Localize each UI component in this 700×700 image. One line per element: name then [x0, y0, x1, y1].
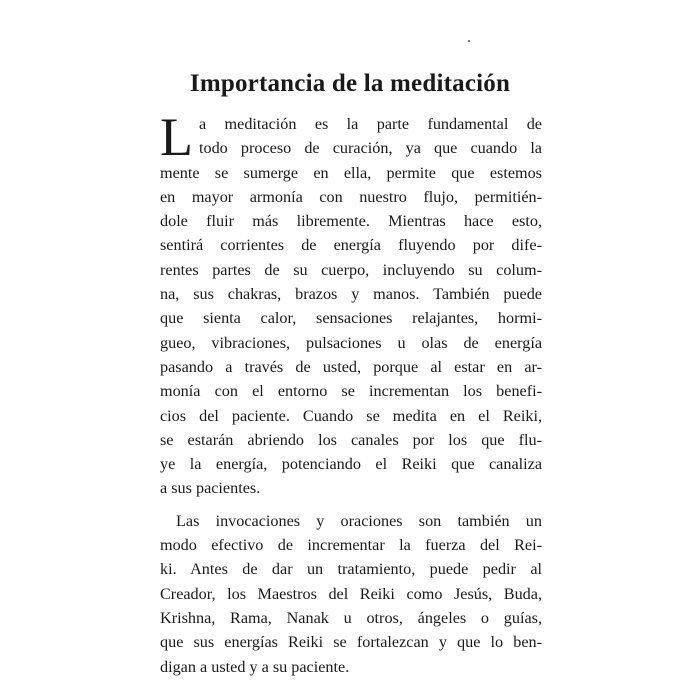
- text-line: se estarán abriendo los canales por los que flu-: [160, 430, 542, 449]
- page-title: Importancia de la meditación: [189, 70, 511, 97]
- text-line: Las invocaciones y oraciones son también un: [176, 511, 542, 530]
- drop-cap-letter: L: [160, 107, 193, 167]
- text-line: en mayor armonía con nuestro flujo, permitién-: [160, 187, 542, 206]
- text-line: ye la energía, potenciando el Reiki que canaliza: [160, 455, 542, 474]
- text-line: a sus pacientes.: [160, 479, 261, 498]
- text-line: na, sus chakras, brazos y manos. También puede: [160, 285, 542, 304]
- text-line: cios del paciente. Cuando se medita en el Reiki,: [160, 406, 542, 425]
- text-line: dole fluir más libremente. Mientras hace esto,: [160, 212, 542, 231]
- text-line: gueo, vibraciones, pulsaciones u olas de energía: [160, 333, 542, 352]
- text-line: a meditación es la parte fundamental de: [199, 115, 542, 133]
- text-line: sentirá corrientes de energía fluyendo por dife-: [160, 236, 542, 255]
- text-line: mente se sumerge en ella, permite que estemos: [160, 163, 542, 182]
- paragraph-gap: [160, 501, 542, 509]
- text-line: Creador, los Maestros del Reiki como Jesús, Buda,: [160, 584, 542, 603]
- scan-speck: [468, 40, 470, 42]
- paragraph-2: [160, 509, 542, 679]
- text-line: Krishna, Rama, Nanak u otros, ángeles o guías,: [160, 608, 542, 627]
- text-line: todo proceso de curación, ya que cuando la: [199, 139, 542, 158]
- text-line: que sus energías Reiki se fortalezcan y que lo ben-: [160, 633, 542, 652]
- text-line: pasando a través de usted, porque al estar en ar-: [160, 357, 542, 376]
- text-line: digan a usted y a su paciente.: [160, 657, 350, 676]
- text-line: rentes partes de su cuerpo, incluyendo su colum-: [160, 260, 542, 279]
- paragraph-1: [160, 107, 542, 501]
- text-line: monía con el entorno se incrementan los benefi-: [160, 382, 542, 401]
- text-line: ki. Antes de dar un tratamiento, puede pedir al: [160, 560, 542, 579]
- body-text: [160, 107, 542, 679]
- text-line: modo efectivo de incrementar la fuerza del Rei-: [160, 536, 542, 555]
- text-line: que sienta calor, sensaciones relajantes, hormi-: [160, 309, 542, 328]
